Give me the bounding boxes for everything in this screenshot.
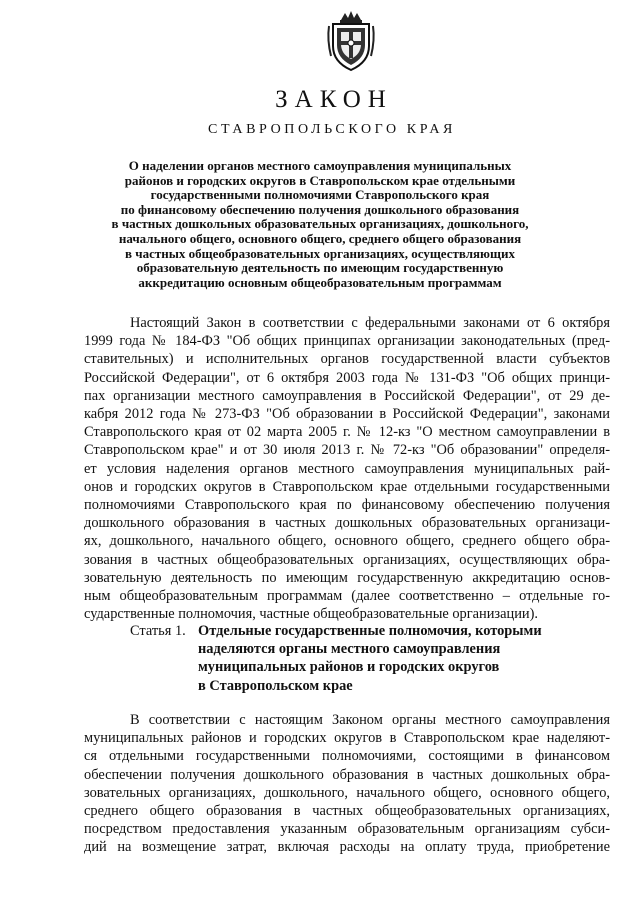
coat-of-arms-emblem (325, 10, 377, 72)
text-line: ся отдельными государственными полномочиями, состоящими в финансовом (84, 748, 610, 765)
article-title-line: Отдельные государственные полномочия, которыми (198, 623, 542, 639)
text-line: среднего общего образования в частных общеобразовательных организациях, (84, 803, 610, 820)
heading-line: государственными полномочиями Ставропольского края (150, 187, 490, 203)
text-line: Российской Федерации", от 6 октября 2003 года № 131-ФЗ "Об общих принци- (84, 369, 610, 386)
article-title (198, 622, 542, 695)
text-line: ях, дошкольного, начального общего, основного общего, среднего общего обра- (84, 533, 610, 550)
preamble-paragraph (84, 314, 610, 623)
text-line: пах организации местного самоуправления в Российской Федерации", от 29 де- (84, 387, 610, 404)
text-line: ным общеобразовательным программам (далее соответственно – отдельные го- (84, 588, 610, 605)
law-title: ЗАКОН (275, 86, 393, 113)
article-1-paragraph (84, 711, 610, 857)
heading-line: начального общего, основного общего, среднего общего образования (118, 230, 522, 246)
text-line: Ставропольского края от 02 марта 2005 г. № 12-кз "О местном самоуправлении в (84, 424, 610, 441)
text-line: дий на возмещение затрат, включая расходы на оплату труда, приобретение (84, 839, 610, 856)
law-heading (80, 159, 560, 290)
text-line: кабря 2012 года № 273-ФЗ "Об образовании в Российской Федерации", законами (84, 406, 610, 423)
text-line: В соответствии с настоящим Законом органы местного самоуправления (130, 712, 610, 728)
text-line: зовательных организациях, дошкольного, начального общего, основного общего, (84, 784, 610, 801)
text-line: полномочиями Ставропольского края по финансовому обеспечению получения (84, 497, 610, 514)
article-title-line: муниципальных районов и городских округов (198, 659, 500, 676)
text-line: сударственные полномочия, частные общеобразовательные организации). (84, 606, 538, 623)
region-subtitle: СТАВРОПОЛЬСКОГО КРАЯ (208, 122, 456, 137)
heading-line: образовательную деятельность по имеющим государственную (136, 260, 504, 276)
text-line: Настоящий Закон в соответствии с федеральными законами от 6 октября (130, 315, 610, 331)
text-line: зовательную деятельность по имеющим государственную аккредитацию основ- (84, 569, 610, 586)
article-title-line: в Ставропольском крае (198, 677, 353, 694)
text-line: зования в частных общеобразовательных организациях, осуществляющих обра- (84, 551, 610, 568)
text-line: муниципальных районов и городских округов в Ставропольском крае наделяют- (84, 730, 610, 747)
heading-line: районов и городских округов в Ставропольском крае отдельными (124, 172, 516, 188)
heading-line: в частных дошкольных образовательных организациях, дошкольного, (111, 216, 529, 232)
heading-line: в частных общеобразовательных организациях, осуществляющих (125, 245, 515, 261)
text-line: 1999 года № 184-ФЗ "Об общих принципах организации законодательных (пред- (84, 333, 610, 350)
text-line: ставительных) и исполнительных органов государственной власти субъектов (84, 351, 610, 368)
heading-line: О наделении органов местного самоуправления муниципальных (128, 158, 512, 173)
article-number: Статья 1. (130, 623, 186, 639)
article-title-line: наделяются органы местного самоуправления (198, 641, 501, 658)
heading-line: аккредитацию основным общеобразовательным программам (138, 274, 502, 290)
text-line: дошкольного образования в частных дошкольных образовательных организаци- (84, 515, 610, 532)
text-line: обеспечении получения дошкольного образования в частных дошкольных обра- (84, 766, 610, 783)
text-line: посредством предоставления указанным образовательным организациям субси- (84, 821, 610, 838)
text-line: ет условия наделения органов местного самоуправления муниципальных рай- (84, 460, 610, 477)
text-line: онов и городских округов в Ставропольском крае отдельными государственными (84, 478, 610, 495)
text-line: Ставропольском крае" и от 30 июля 2013 г. № 72-кз "Об образовании" определя- (84, 442, 610, 459)
heading-line: по финансовому обеспечению получения дошкольного образования (120, 201, 520, 217)
